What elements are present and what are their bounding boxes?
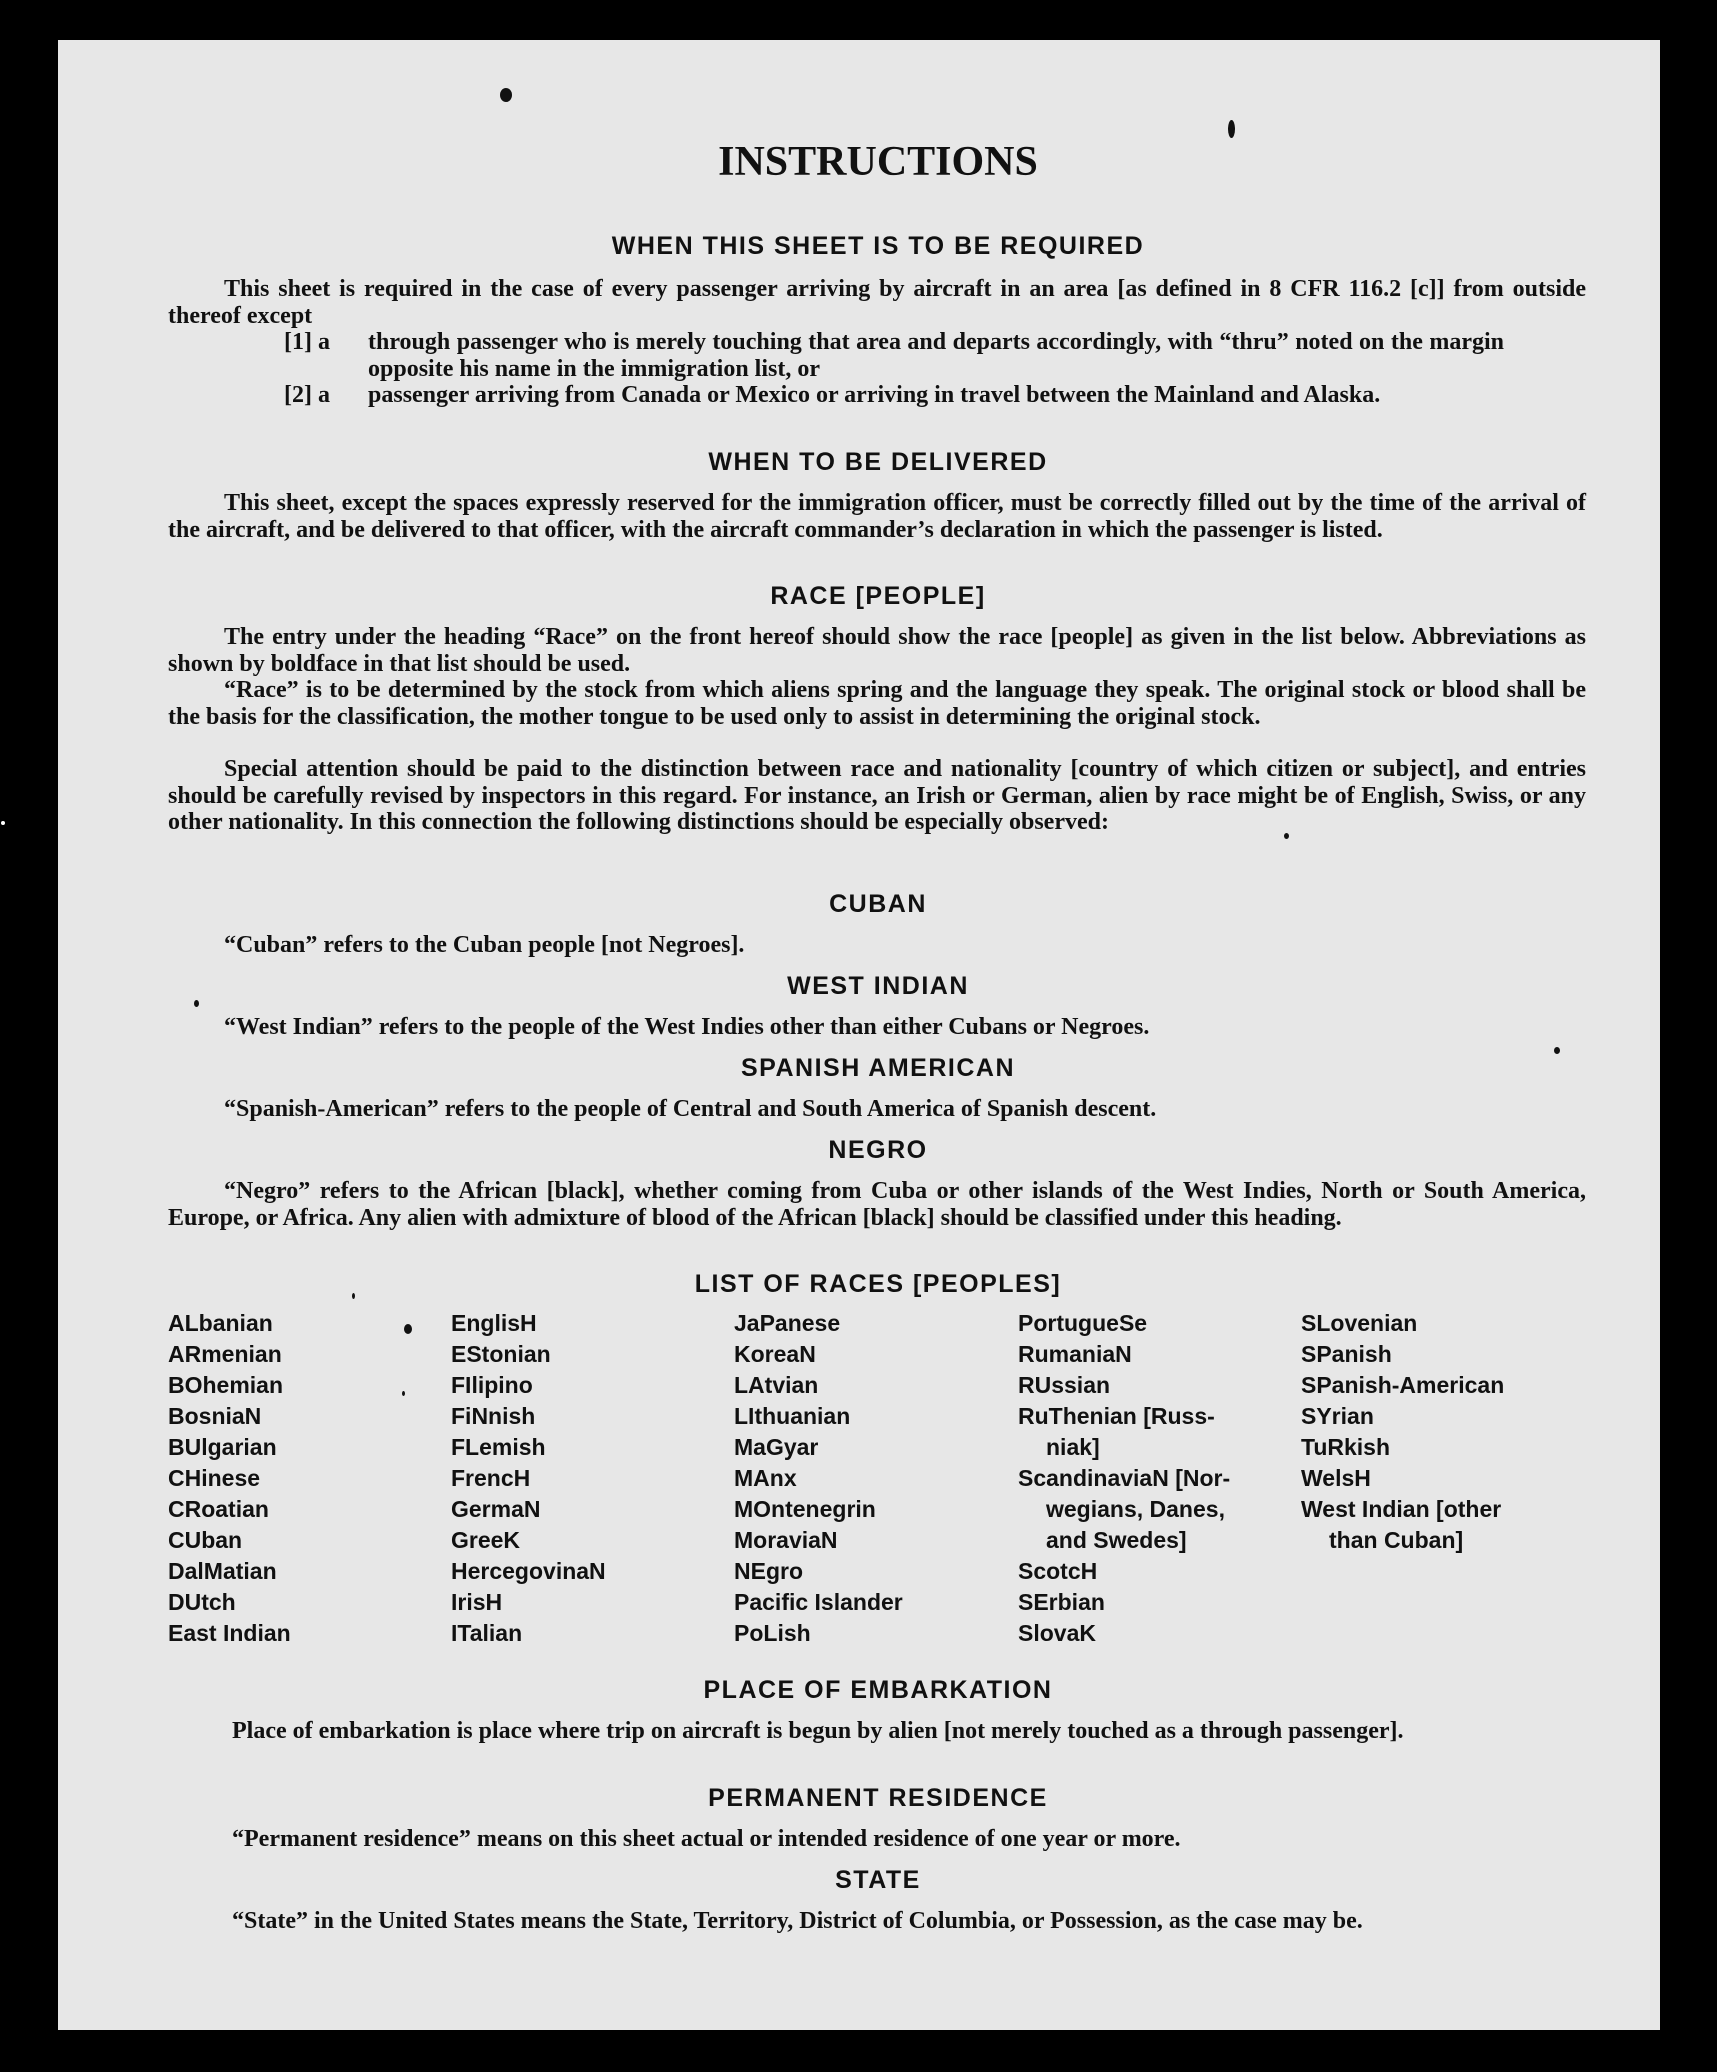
ink-speck — [194, 1000, 199, 1007]
cuban-body: “Cuban” refers to the Cuban people [not Negroes]. — [224, 932, 745, 958]
race-paragraph-3 — [168, 756, 1586, 836]
race-item: ScandinaviaN [Nor- — [1018, 1465, 1231, 1491]
race-item: SlovaK — [1018, 1620, 1096, 1646]
state-text — [176, 1908, 1588, 1935]
residence-text — [176, 1826, 1588, 1853]
race-item-continuation: than Cuban] — [1329, 1527, 1464, 1553]
race-item: Pacific Islander — [734, 1589, 903, 1615]
ink-speck — [1284, 833, 1289, 839]
when-required-intro-text: This sheet is required in the case of every passenger arriving by aircraft in an area [as defined in 8 CFR 116.2 [c]] from outside thereof except — [168, 276, 1586, 329]
race-paragraph-1-text: The entry under the heading “Race” on the front hereof should show the race [people] as given in the list below. Abbreviations as shown by boldface in that list should be used. — [168, 624, 1586, 677]
race-item: MOntenegrin — [734, 1496, 876, 1522]
races-column-2 — [451, 1308, 606, 1649]
state-body: “State” in the United States means the State, Territory, District of Columbia, or Possession, as the case may be. — [232, 1908, 1363, 1934]
negro-text — [168, 1178, 1586, 1231]
race-item: MaGyar — [734, 1434, 819, 1460]
race-item: FIlipino — [451, 1372, 533, 1398]
race-item: LIthuanian — [734, 1403, 851, 1429]
races-column-3 — [734, 1308, 903, 1649]
embarkation-text — [176, 1718, 1588, 1745]
race-item: DUtch — [168, 1589, 236, 1615]
race-item: PortugueSe — [1018, 1310, 1148, 1336]
heading-race: RACE [PEOPLE] — [770, 582, 986, 610]
race-item: CUban — [168, 1527, 243, 1553]
race-paragraph-3-text: Special attention should be paid to the distinction between race and nationality [country of which citizen or subject], and entries should be carefully revised by inspectors in this regard. For instance, an Irish or German, alien by race might be of English, Swiss, or any other nationality. In this connection the following distinctions should be especially observed: — [168, 756, 1586, 835]
residence-body: “Permanent residence” means on this sheet actual or intended residence of one year or more. — [232, 1826, 1181, 1852]
races-column-4 — [1018, 1308, 1230, 1649]
race-item: LAtvian — [734, 1372, 819, 1398]
race-item: TuRkish — [1301, 1434, 1391, 1460]
race-item: RUssian — [1018, 1372, 1111, 1398]
heading-state: STATE — [835, 1866, 921, 1894]
race-item: FrencH — [451, 1465, 531, 1491]
race-item: SPanish — [1301, 1341, 1392, 1367]
heading-place-of-embarkation: PLACE OF EMBARKATION — [703, 1676, 1053, 1704]
race-item: BOhemian — [168, 1372, 284, 1398]
race-item: East Indian — [168, 1620, 291, 1646]
heading-list-of-races: LIST OF RACES [PEOPLES] — [694, 1270, 1062, 1298]
heading-when-delivered: WHEN TO BE DELIVERED — [708, 448, 1048, 476]
race-item: EStonian — [451, 1341, 551, 1367]
races-column-1 — [168, 1308, 291, 1649]
west-indian-body: “West Indian” refers to the people of the West Indies other than either Cubans or Negroes. — [224, 1014, 1150, 1040]
race-item: EnglisH — [451, 1310, 537, 1336]
ink-speck — [1554, 1047, 1560, 1054]
ink-speck — [352, 1293, 355, 1299]
race-item: RuThenian [Russ- — [1018, 1403, 1215, 1429]
when-delivered-body: This sheet, except the spaces expressly reserved for the immigration officer, must be correctly filled out by the time of the arrival of the aircraft, and be delivered to that officer, with the aircraft commander’s declaration in which the passenger is listed. — [168, 490, 1586, 543]
race-item: SErbian — [1018, 1589, 1105, 1615]
ink-speck — [500, 88, 512, 102]
race-item: BosniaN — [168, 1403, 262, 1429]
page-title: INSTRUCTIONS — [718, 139, 1038, 185]
ink-speck — [402, 1391, 405, 1396]
heading-negro: NEGRO — [828, 1136, 928, 1164]
when-delivered-text — [168, 490, 1586, 543]
race-item: ARmenian — [168, 1341, 282, 1367]
race-item: ScotcH — [1018, 1558, 1098, 1584]
ink-speck — [1228, 120, 1235, 138]
exception-item-1-text: through passenger who is merely touching that area and departs accordingly, with “thru” noted on the margin opposite his name in the immigration list, or — [368, 329, 1504, 382]
west-indian-text — [168, 1014, 1586, 1041]
race-item: CRoatian — [168, 1496, 269, 1522]
race-item: SLovenian — [1301, 1310, 1418, 1336]
race-item: BUlgarian — [168, 1434, 277, 1460]
race-item: HercegovinaN — [451, 1558, 606, 1584]
race-item: ITalian — [451, 1620, 523, 1646]
race-paragraph-1 — [168, 624, 1586, 677]
race-item: FLemish — [451, 1434, 546, 1460]
race-item: ALbanian — [168, 1310, 273, 1336]
race-item: CHinese — [168, 1465, 261, 1491]
race-item: WelsH — [1301, 1465, 1371, 1491]
race-paragraph-2 — [168, 677, 1586, 730]
heading-permanent-residence: PERMANENT RESIDENCE — [708, 1784, 1048, 1812]
negro-body: “Negro” refers to the African [black], whether coming from Cuba or other islands of the West Indies, North or South America, Europe, or Africa. Any alien with admixture of blood of the African [black] should be classified under this heading. — [168, 1178, 1586, 1231]
race-item: NEgro — [734, 1558, 803, 1584]
race-item: JaPanese — [734, 1310, 841, 1336]
race-item: KoreaN — [734, 1341, 816, 1367]
ink-speck — [404, 1324, 412, 1334]
cuban-text — [168, 932, 1586, 959]
race-item: RumaniaN — [1018, 1341, 1132, 1367]
race-item: GermaN — [451, 1496, 541, 1522]
race-paragraph-2-text: “Race” is to be determined by the stock from which aliens spring and the language they speak. The original stock or blood shall be the basis for the classification, the mother tongue to be used only to assist in determining the original stock. — [168, 677, 1586, 730]
race-item-continuation: niak] — [1046, 1434, 1100, 1460]
exception-item-2-text: passenger arriving from Canada or Mexico or arriving in travel between the Mainland and Alaska. — [368, 382, 1381, 408]
document-page — [58, 40, 1660, 2030]
spanish-american-body: “Spanish-American” refers to the people of Central and South America of Spanish descent. — [224, 1096, 1157, 1122]
exception-item-2-number: [2] a — [284, 382, 330, 408]
heading-when-required: WHEN THIS SHEET IS TO BE REQUIRED — [611, 232, 1145, 260]
race-item: DalMatian — [168, 1558, 277, 1584]
race-item: PoLish — [734, 1620, 811, 1646]
race-item: West Indian [other — [1301, 1496, 1502, 1522]
race-item: MAnx — [734, 1465, 797, 1491]
race-item: SYrian — [1301, 1403, 1374, 1429]
when-required-intro — [168, 276, 1586, 329]
race-item: IrisH — [451, 1589, 503, 1615]
heading-cuban: CUBAN — [829, 890, 927, 918]
embarkation-body: Place of embarkation is place where trip on aircraft is begun by alien [not merely touched as a through passenger]. — [232, 1718, 1404, 1744]
heading-west-indian: WEST INDIAN — [787, 972, 969, 1000]
race-item: FiNnish — [451, 1403, 536, 1429]
scan-speck — [1, 821, 5, 825]
race-item-continuation: and Swedes] — [1046, 1527, 1187, 1553]
races-column-5 — [1301, 1308, 1504, 1556]
heading-spanish-american: SPANISH AMERICAN — [740, 1054, 1015, 1082]
race-item: MoraviaN — [734, 1527, 838, 1553]
exception-item-1-number: [1] a — [284, 329, 330, 355]
race-item: GreeK — [451, 1527, 521, 1553]
race-item: SPanish-American — [1301, 1372, 1505, 1398]
race-item-continuation: wegians, Danes, — [1046, 1496, 1225, 1522]
spanish-american-text — [168, 1096, 1586, 1123]
